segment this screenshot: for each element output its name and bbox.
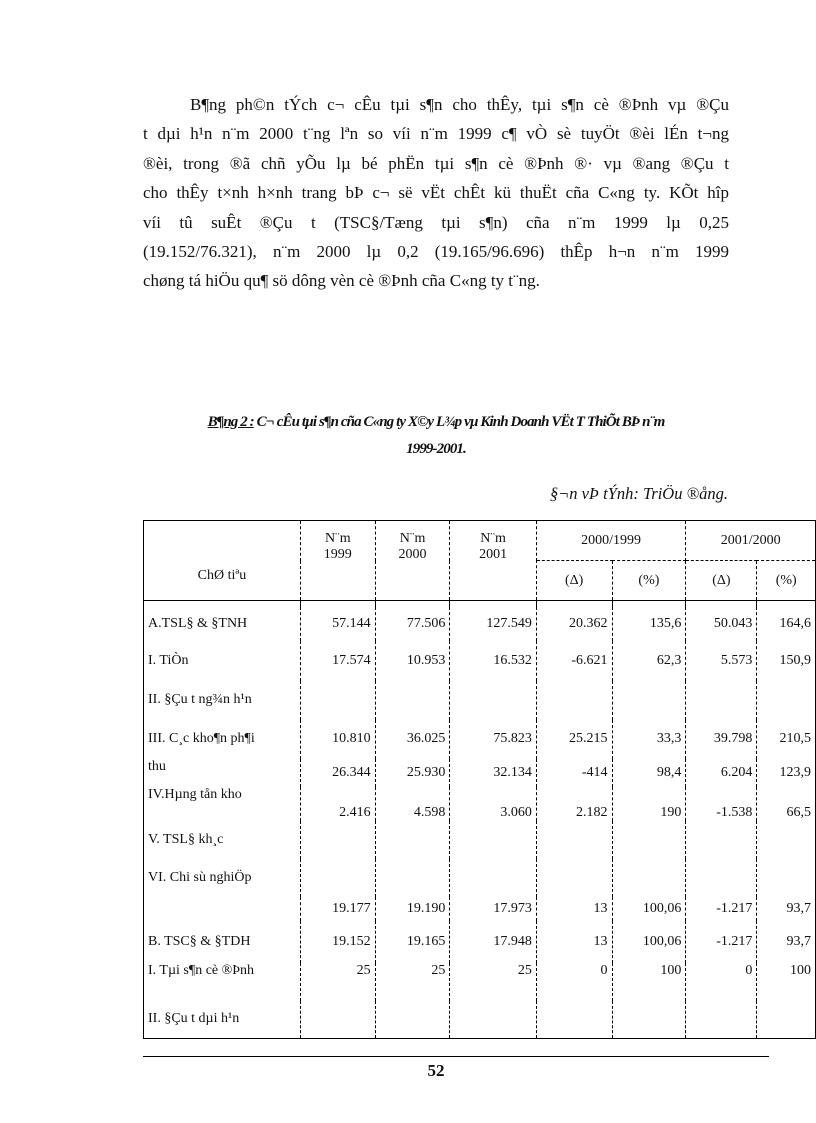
body-paragraph — [143, 90, 729, 296]
delta-header: (Δ) — [686, 561, 757, 601]
cell-delta-1: -414 — [536, 759, 612, 787]
cell-2000 — [375, 859, 450, 897]
cell-delta-2: -1.217 — [686, 921, 757, 963]
percent-header: (%) — [757, 561, 816, 601]
cell-delta-2 — [686, 821, 757, 859]
cell-2001: 32.134 — [450, 759, 536, 787]
cell-2000: 77.506 — [375, 607, 450, 641]
table-row — [144, 720, 816, 759]
cell-1999 — [300, 681, 375, 720]
cell-percent-1 — [612, 681, 686, 720]
table-row — [144, 607, 816, 641]
cell-1999: 19.152 — [300, 921, 375, 963]
cell-2000: 19.165 — [375, 921, 450, 963]
cell-2001 — [450, 1001, 536, 1039]
cell-delta-1: 20.362 — [536, 607, 612, 641]
cell-delta-2: -1.538 — [686, 787, 757, 821]
cell-2001: 17.973 — [450, 897, 536, 921]
group-header-2001-2000: 2001/2000 — [686, 521, 816, 561]
footer-rule — [143, 1056, 769, 1057]
table-caption — [143, 409, 729, 463]
group-header-2000-1999: 2000/1999 — [536, 521, 686, 561]
cell-percent-2: 210,5 — [757, 720, 816, 759]
cell-2001: 16.532 — [450, 641, 536, 681]
cell-1999: 2.416 — [300, 787, 375, 821]
cell-1999: 25 — [300, 963, 375, 1001]
indicator-header: ChØ tiªu — [144, 521, 301, 601]
cell-2000: 19.190 — [375, 897, 450, 921]
cell-delta-1 — [536, 821, 612, 859]
year-header-2000: N¨m 2000 — [375, 521, 450, 601]
cell-delta-2: 0 — [686, 963, 757, 1001]
cell-2000: 4.598 — [375, 787, 450, 821]
cell-delta-2: 5.573 — [686, 641, 757, 681]
row-label: II. §Çu t dµi h¹n — [144, 1001, 301, 1039]
cell-percent-2 — [757, 1001, 816, 1039]
cell-delta-1: 2.182 — [536, 787, 612, 821]
cell-percent-2: 100 — [757, 963, 816, 1001]
cell-percent-2: 66,5 — [757, 787, 816, 821]
unit-note: §¬n vÞ tÝnh: TriÖu ®ång. — [549, 484, 728, 503]
cell-2001 — [450, 821, 536, 859]
row-label: V. TSL§ kh¸c — [144, 821, 301, 859]
paragraph-line: cho thÊy t×nh h×nh trang bÞ c¬ së vËt chÊt kü thuËt cña C«ng ty. KÕt hîp — [143, 183, 729, 203]
cell-2000: 10.953 — [375, 641, 450, 681]
cell-2001 — [450, 859, 536, 897]
table-row — [144, 897, 816, 921]
cell-percent-1 — [612, 821, 686, 859]
paragraph-line: (19.152/76.321), n¨m 2000 lµ 0,2 (19.165/96.696) thÊp h¬n n¨m 1999 — [143, 242, 729, 262]
cell-delta-2: 50.043 — [686, 607, 757, 641]
paragraph-line: víi tû suÊt ®Çu t (TSC§/Tæng tµi s¶n) cña n¨m 1999 lµ 0,25 — [143, 212, 729, 232]
cell-delta-2: 6.204 — [686, 759, 757, 787]
cell-2000: 36.025 — [375, 720, 450, 759]
cell-2000: 25 — [375, 963, 450, 1001]
cell-delta-1: 13 — [536, 897, 612, 921]
cell-1999 — [300, 821, 375, 859]
cell-1999: 57.144 — [300, 607, 375, 641]
cell-percent-1 — [612, 1001, 686, 1039]
table-row — [144, 821, 816, 859]
cell-delta-1: 13 — [536, 921, 612, 963]
paragraph-line: ®èi, trong ®ã chñ yÕu lµ bé phËn tµi s¶n cè ®Þnh ®· vµ ®ang ®Çu t — [143, 153, 729, 173]
paragraph-line: t dµi h¹n n¨m 2000 t¨ng lªn so víi n¨m 1999 c¶ vÒ sè tuyÖt ®èi lÉn t¬ng — [143, 124, 729, 144]
cell-percent-1: 100,06 — [612, 897, 686, 921]
table-caption-title: C¬ cÊu tµi s¶n cña C«ng ty X©y L¾p vµ Kinh Doanh VËt T ThiÕt BÞ n¨m — [253, 414, 665, 430]
cell-delta-1: -6.621 — [536, 641, 612, 681]
cell-percent-2: 93,7 — [757, 921, 816, 963]
table-row — [144, 759, 816, 787]
cell-1999 — [300, 859, 375, 897]
year-header-2001: N¨m 2001 — [450, 521, 536, 601]
cell-2000: 25.930 — [375, 759, 450, 787]
cell-2000 — [375, 681, 450, 720]
cell-2001: 25 — [450, 963, 536, 1001]
row-label — [144, 897, 301, 921]
paragraph-line: B¶ng ph©n tÝch c¬ cÊu tµi s¶n cho thÊy, tµi s¶n cè ®Þnh vµ ®Çu — [190, 95, 729, 114]
table-row — [144, 921, 816, 963]
cell-delta-1 — [536, 681, 612, 720]
cell-1999 — [300, 1001, 375, 1039]
cell-2001 — [450, 681, 536, 720]
row-label: VI. Chi sù nghiÖp — [144, 859, 301, 897]
row-label: III. C¸c kho¶n ph¶i — [144, 720, 301, 759]
cell-percent-2: 164,6 — [757, 607, 816, 641]
table-header-row — [144, 521, 816, 561]
row-label: I. TiÒn — [144, 641, 301, 681]
table-row — [144, 859, 816, 897]
cell-delta-1: 25.215 — [536, 720, 612, 759]
cell-delta-2 — [686, 1001, 757, 1039]
table-row — [144, 641, 816, 681]
cell-2000 — [375, 821, 450, 859]
cell-percent-2: 150,9 — [757, 641, 816, 681]
cell-delta-2 — [686, 859, 757, 897]
cell-percent-2 — [757, 821, 816, 859]
percent-header: (%) — [612, 561, 686, 601]
cell-percent-1: 100,06 — [612, 921, 686, 963]
table-row — [144, 681, 816, 720]
table-caption-years: 1999-2001. — [406, 441, 466, 457]
cell-percent-1: 135,6 — [612, 607, 686, 641]
table-row — [144, 787, 816, 821]
cell-percent-1: 98,4 — [612, 759, 686, 787]
cell-2001: 17.948 — [450, 921, 536, 963]
cell-percent-1: 100 — [612, 963, 686, 1001]
row-label: A.TSL§ & §TNH — [144, 607, 301, 641]
cell-percent-2 — [757, 859, 816, 897]
year-header-1999: N¨m 1999 — [300, 521, 375, 601]
row-label: I. Tµi s¶n cè ®Þnh — [144, 963, 301, 1001]
cell-delta-1: 0 — [536, 963, 612, 1001]
cell-percent-1: 62,3 — [612, 641, 686, 681]
cell-delta-2: 39.798 — [686, 720, 757, 759]
cell-2001: 127.549 — [450, 607, 536, 641]
row-label: thu — [144, 759, 301, 787]
row-label: II. §Çu t ng¾n h¹n — [144, 681, 301, 720]
cell-delta-1 — [536, 859, 612, 897]
cell-percent-2: 123,9 — [757, 759, 816, 787]
cell-percent-1 — [612, 859, 686, 897]
cell-percent-1: 190 — [612, 787, 686, 821]
cell-1999: 19.177 — [300, 897, 375, 921]
table-caption-label: B¶ng 2 : — [207, 414, 254, 430]
page-number: 52 — [427, 1061, 445, 1080]
delta-header: (Δ) — [536, 561, 612, 601]
cell-percent-2: 93,7 — [757, 897, 816, 921]
cell-1999: 10.810 — [300, 720, 375, 759]
paragraph-line: chøng tá hiÖu qu¶ sö dông vèn cè ®Þnh cña C«ng ty t¨ng. — [143, 271, 540, 291]
asset-structure-table — [143, 520, 816, 1039]
cell-1999: 26.344 — [300, 759, 375, 787]
cell-2001: 75.823 — [450, 720, 536, 759]
cell-2000 — [375, 1001, 450, 1039]
cell-delta-2 — [686, 681, 757, 720]
table-row — [144, 1001, 816, 1039]
row-label: B. TSC§ & §TDH — [144, 921, 301, 963]
cell-delta-2: -1.217 — [686, 897, 757, 921]
table-row — [144, 963, 816, 1001]
cell-1999: 17.574 — [300, 641, 375, 681]
row-label: IV.Hµng tån kho — [144, 787, 301, 821]
cell-percent-1: 33,3 — [612, 720, 686, 759]
cell-2001: 3.060 — [450, 787, 536, 821]
cell-delta-1 — [536, 1001, 612, 1039]
cell-percent-2 — [757, 681, 816, 720]
